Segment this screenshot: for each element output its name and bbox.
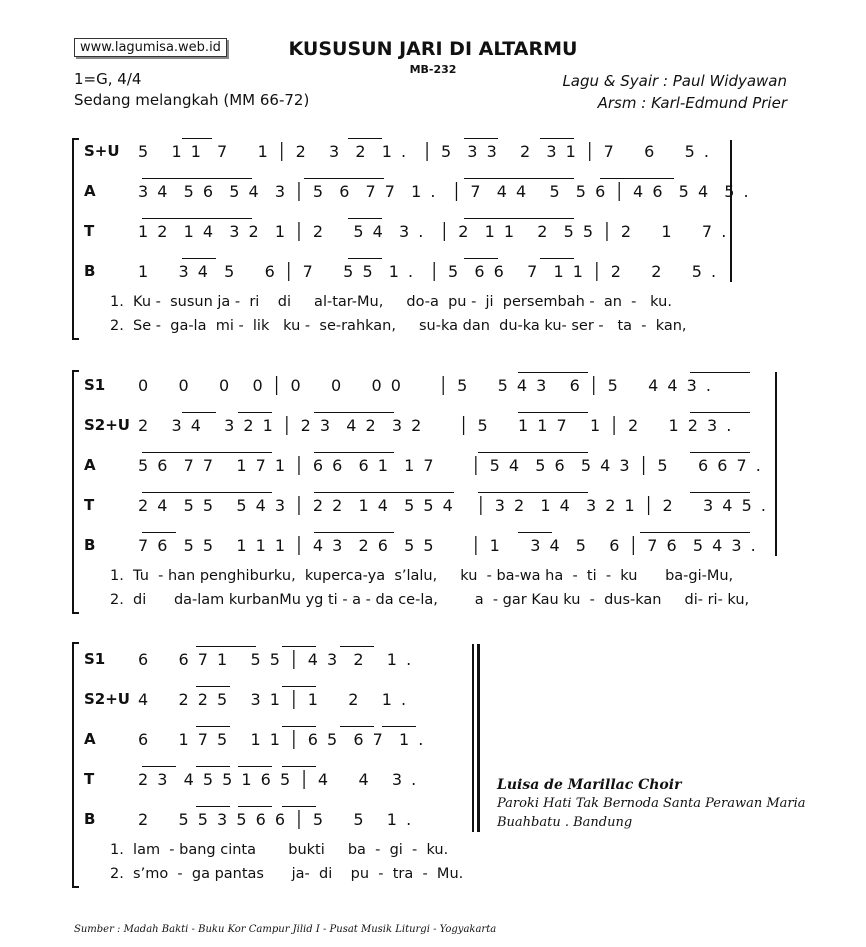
part-label: S2+U xyxy=(84,416,130,434)
lyrics-verse-2: 2. di da-lam kurbanMu yg ti - a - da ce-la, a - gar Kau ku - dus-kan di- ri- ku, xyxy=(110,592,750,608)
system-bracket xyxy=(72,370,79,614)
beam xyxy=(478,492,588,493)
end-barline xyxy=(775,372,777,556)
beam xyxy=(238,766,272,767)
beam xyxy=(478,452,588,453)
source-footer: Sumber : Madah Bakti - Buku Kor Campur Jilid I - Pusat Musik Liturgi - Yogyakarta xyxy=(74,924,497,935)
beam xyxy=(304,178,384,179)
composer-credit: Lagu & Syair : Paul Widyawan xyxy=(562,72,787,90)
lyrics-verse-1: 1. lam - bang cinta bukti ba - gi - ku. xyxy=(110,842,449,858)
beam xyxy=(142,218,252,219)
part-label: B xyxy=(84,810,96,828)
notes-row: 6 1 7 5 1 1 │ 6 5 6 7 1 . xyxy=(138,730,426,749)
beam xyxy=(182,258,216,259)
beam xyxy=(282,806,316,807)
beam xyxy=(690,492,750,493)
beam xyxy=(238,412,272,413)
key-signature: 1=G, 4/4 xyxy=(74,70,142,88)
parish-name: Paroki Hati Tak Bernoda Santa Perawan Maria xyxy=(497,796,806,811)
beam xyxy=(182,412,216,413)
part-label: S+U xyxy=(84,142,120,160)
beam xyxy=(314,452,394,453)
city-name: Buahbatu . Bandung xyxy=(497,815,633,830)
beam xyxy=(348,138,382,139)
lyrics-verse-2: 2. Se - ga-la mi - lik ku - se-rahkan, su-ka dan du-ka ku- ser - ta - kan, xyxy=(110,318,687,334)
lyrics-verse-1: 1. Ku - susun ja - ri di al-tar-Mu, do-a pu - ji persembah - an - ku. xyxy=(110,294,672,310)
end-barline xyxy=(730,140,732,282)
beam xyxy=(142,178,252,179)
beam xyxy=(282,646,316,647)
beam xyxy=(196,646,256,647)
part-label: A xyxy=(84,730,96,748)
beam xyxy=(196,806,230,807)
final-barline-thin xyxy=(472,644,474,832)
beam xyxy=(540,138,574,139)
notes-row: 2 3 4 3 2 1 │ 2 3 4 2 3 2 │ 5 1 1 7 1 │ 2 1 2 3 . xyxy=(138,416,734,435)
part-label: B xyxy=(84,536,96,554)
final-barline-thick xyxy=(477,644,480,832)
beam xyxy=(196,766,230,767)
part-label: A xyxy=(84,182,96,200)
system-bracket xyxy=(72,642,79,888)
beam xyxy=(518,372,588,373)
website-label: www.lagumisa.web.id xyxy=(74,38,227,57)
beam xyxy=(142,766,176,767)
beam xyxy=(314,492,454,493)
beam xyxy=(464,178,574,179)
beam xyxy=(690,372,750,373)
notes-row: 2 3 4 5 5 1 6 5 │ 4 4 3 . xyxy=(138,770,419,789)
system-bracket xyxy=(72,138,79,340)
notes-row: 5 1 1 7 1 │ 2 3 2 1 . │ 5 3 3 2 3 1 │ 7 6 5 . xyxy=(138,142,711,161)
beam xyxy=(464,258,498,259)
notes-row: 7 6 5 5 1 1 1 │ 4 3 2 6 5 5 │ 1 3 4 5 6 │ 7 6 5 4 3 . xyxy=(138,536,758,555)
song-code: MB-232 xyxy=(409,63,457,76)
part-label: T xyxy=(84,770,95,788)
part-label: S1 xyxy=(84,376,106,394)
beam xyxy=(340,646,374,647)
notes-row: 4 2 2 5 3 1 │ 1 2 1 . xyxy=(138,690,409,709)
beam xyxy=(340,726,374,727)
beam xyxy=(690,452,750,453)
beam xyxy=(282,766,316,767)
beam xyxy=(282,726,316,727)
beam xyxy=(640,532,750,533)
beam xyxy=(464,138,498,139)
notes-row: 3 4 5 6 5 4 3 │ 5 6 7 7 1 . │ 7 4 4 5 5 6 │ 4 6 5 4 5 . xyxy=(138,182,751,201)
part-label: T xyxy=(84,496,95,514)
beam xyxy=(142,532,176,533)
part-label: A xyxy=(84,456,96,474)
choir-name: Luisa de Marillac Choir xyxy=(497,777,682,793)
beam xyxy=(196,726,230,727)
notes-row: 5 6 7 7 1 7 1 │ 6 6 6 1 1 7 │ 5 4 5 6 5 4 3 │ 5 6 6 7 . xyxy=(138,456,763,475)
beam xyxy=(314,532,394,533)
beam xyxy=(196,686,230,687)
beam xyxy=(540,258,574,259)
notes-row: 2 4 5 5 5 4 3 │ 2 2 1 4 5 5 4 │ 3 2 1 4 3 2 1 │ 2 3 4 5 . xyxy=(138,496,768,515)
beam xyxy=(142,492,272,493)
notes-row: 2 5 5 3 5 6 6 │ 5 5 1 . xyxy=(138,810,414,829)
part-label: B xyxy=(84,262,96,280)
beam xyxy=(238,806,272,807)
notes-row: 0 0 0 0 │ 0 0 0 0 │ 5 5 4 3 6 │ 5 4 4 3 . xyxy=(138,376,713,395)
song-title: KUSUSUN JARI DI ALTARMU xyxy=(288,38,578,60)
notes-row: 1 2 1 4 3 2 1 │ 2 5 4 3 . │ 2 1 1 2 5 5 │ 2 1 7 . xyxy=(138,222,729,241)
notes-row: 6 6 7 1 5 5 │ 4 3 2 1 . xyxy=(138,650,414,669)
beam xyxy=(182,138,212,139)
part-label: T xyxy=(84,222,95,240)
part-label: S1 xyxy=(84,650,106,668)
beam xyxy=(518,532,552,533)
beam xyxy=(518,412,588,413)
lyrics-verse-1: 1. Tu - han penghiburku, kuperca-ya s’lalu, ku - ba-wa ha - ti - ku ba-gi-Mu, xyxy=(110,568,734,584)
lyrics-verse-2: 2. s’mo - ga pantas ja- di pu - tra - Mu. xyxy=(110,866,464,882)
beam xyxy=(600,178,674,179)
beam xyxy=(142,452,272,453)
beam xyxy=(464,218,574,219)
beam xyxy=(314,412,394,413)
part-label: S2+U xyxy=(84,690,130,708)
tempo-marking: Sedang melangkah (MM 66-72) xyxy=(74,91,310,109)
arranger-credit: Arsm : Karl-Edmund Prier xyxy=(597,94,787,112)
beam xyxy=(348,258,382,259)
beam xyxy=(382,726,416,727)
beam xyxy=(282,686,316,687)
beam xyxy=(690,412,750,413)
beam xyxy=(348,218,382,219)
notes-row: 1 3 4 5 6 │ 7 5 5 1 . │ 5 6 6 7 1 1 │ 2 2 5 . xyxy=(138,262,719,281)
